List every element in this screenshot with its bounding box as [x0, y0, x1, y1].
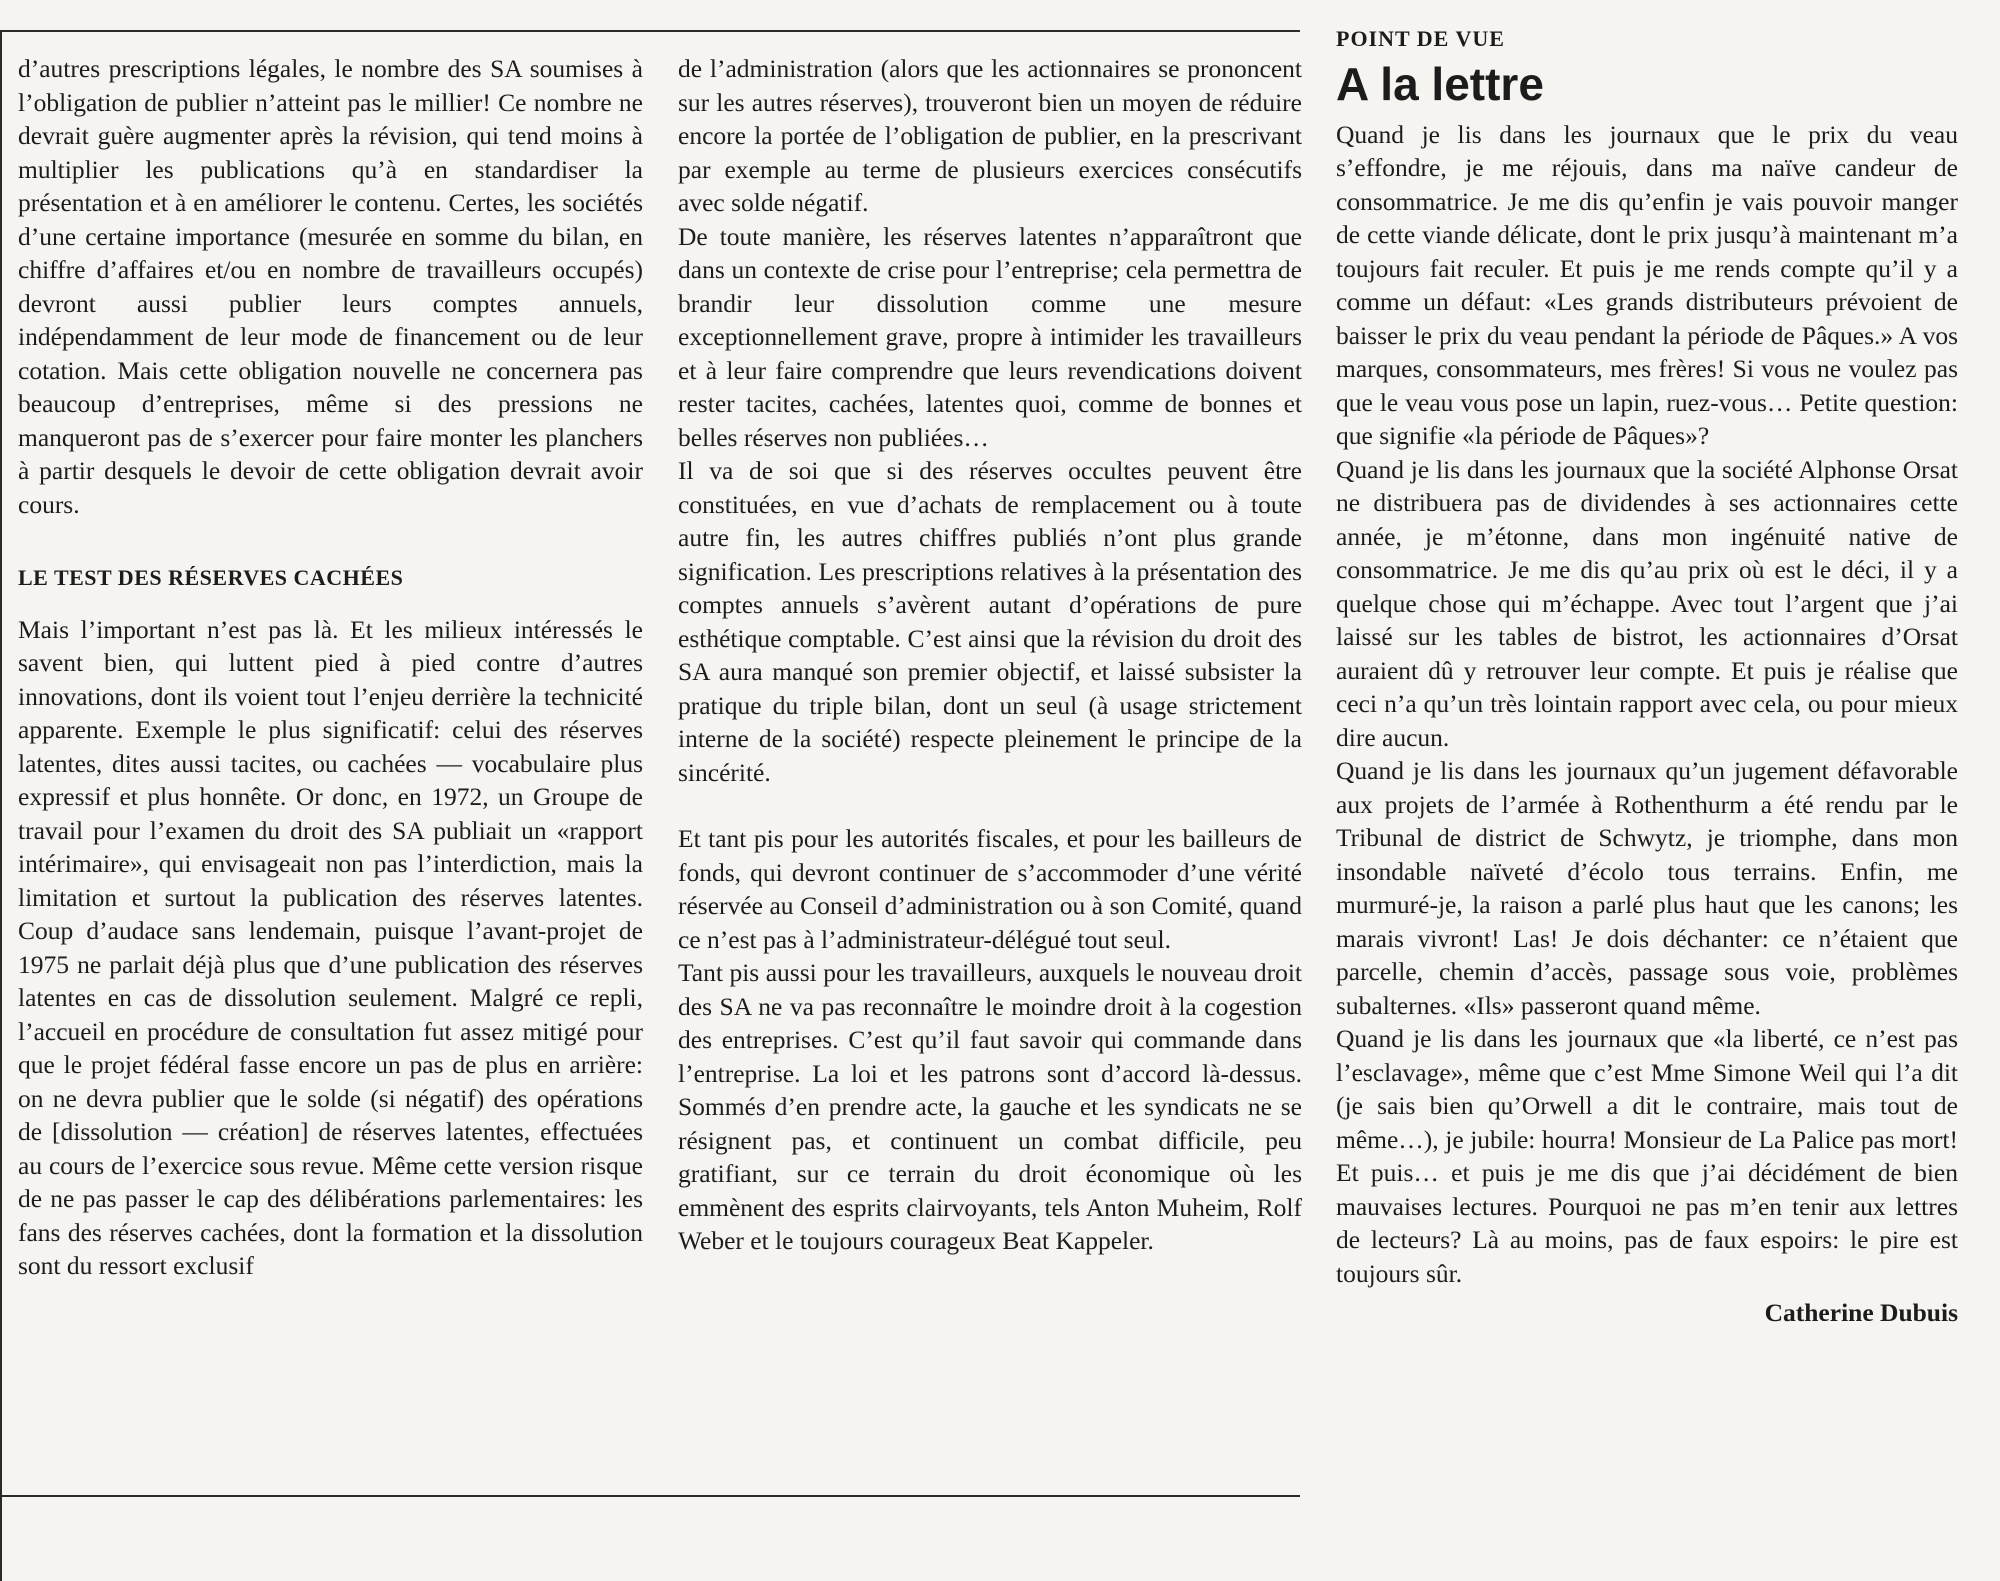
col1-paragraph: d’autres prescriptions légales, le nombre des SA soumises à l’obligation de publier n’atteint pas le millier! Ce nombre ne devrait guère augmenter après la révision, qui tend moins à multiplier les publications qu’à en standardiser la présentation et à en améliorer le contenu. Certes, les sociétés d’une certaine importance (mesurée en somme du bilan, en chiffre d’affaires et/ou en nombre de travailleurs occupés) devront aussi publier leurs comptes annuels, indépendamment de leur mode de financement ou de leur cotation. Mais cette obligation nouvelle ne concernera pas beaucoup d’entreprises, même si des pressions ne manqueront pas de s’exercer pour faire monter les planchers à partir desquels le devoir de cette obligation devrait avoir cours. — [18, 54, 643, 519]
col2-paragraph: Tant pis aussi pour les travailleurs, auxquels le nouveau droit des SA ne va pas reconnaître le moindre droit à la cogestion des entreprises. C’est qu’il faut savoir qui commande dans l’entreprise. La loi et les patrons sont d’accord là-dessus. Sommés d’en prendre acte, la gauche et les syndicats ne se résignent pas, et continuent un combat difficile, peu gratifiant, sur ce terrain du droit économique où les emmènent des esprits clairvoyants, tels Anton Muheim, Rolf Weber et le toujours courageux Beat Kappeler. — [678, 958, 1302, 1255]
top-rule — [0, 30, 1300, 32]
col1-paragraph: Mais l’important n’est pas là. Et les milieux intéressés le savent bien, qui luttent pied à pied contre d’autres innovations, dont ils voient tout l’enjeu derrière la technicité apparente. Exemple le plus significatif: celui des réserves latentes, dites aussi tacites, ou cachées — vocabulaire plus expressif et plus honnête. Or donc, en 1972, un Groupe de travail pour l’examen du droit des SA publiait un «rapport intérimaire», qui envisageait non pas l’interdiction, mais la limitation et surtout la publication des réserves latentes. Coup d’audace sans lendemain, puisque l’avant-projet de 1975 ne parlait déjà plus que d’une publication des réserves latentes en cas de dissolution seulement. Malgré ce repli, l’accueil en procédure de consultation fut assez mitigé pour que le projet fédéral fasse encore un pas de plus en arrière: on ne devra publier que le solde (si négatif) des opérations de [dissolution — création] de réserves latentes, effectuées au cours de l’exercice sous revue. Même cette version risque de ne pas passer le cap des délibérations parlementaires: les fans des réserves cachées, dont la formation et la dissolution sont du ressort exclusif — [18, 614, 643, 1280]
column-3-opinion — [1336, 22, 1958, 1330]
opinion-paragraph: Quand je lis dans les journaux qu’un jugement défavorable aux projets de l’armée à Rothenthurm a été rendu par le Tribunal de district de Schwytz, je triomphe, dans mon insondable naïveté d’écolo tous terrains. Enfin, me murmuré-je, la raison a parlé plus haut que les canons; les marais vivront! Las! Je dois déchanter: ce n’étaient que parcelle, chemin d’accès, passage sous voie, problèmes subalternes. «Ils» passeront quand même. — [1336, 756, 1958, 1020]
section-subhead: LE TEST DES RÉSERVES CACHÉES — [18, 565, 404, 590]
opinion-title: A la lettre — [1336, 57, 1544, 110]
opinion-paragraph: Quand je lis dans les journaux que le prix du veau s’effondre, je me réjouis, dans ma naïve candeur de consommatrice. Je me dis qu’enfin je vais pouvoir manger de cette viande délicate, dont le prix jusqu’à maintenant m’a toujours fait reculer. Et puis je me rends compte qu’il y a comme un défaut: «Les grands distributeurs prévoient de baisser le prix du veau pendant la période de Pâques.» A vos marques, consommateurs, mes frères! Si vous ne voulez pas que le veau vous pose un lapin, ruez-vous… Petite question: que signifie «la période de Pâques»? — [1336, 119, 1958, 450]
column-2 — [678, 52, 1302, 1258]
left-rule — [0, 30, 2, 1581]
col2-paragraph: Et tant pis pour les autorités fiscales, et pour les bailleurs de fonds, qui devront continuer de s’accommoder d’une vérité réservée au Conseil d’administration ou à son Comité, quand ce n’est pas à l’administrateur-délégué tout seul. — [678, 824, 1302, 954]
paragraph-gap — [678, 789, 1302, 822]
bottom-rule — [0, 1495, 1300, 1497]
author-signature: Catherine Dubuis — [1764, 1298, 1958, 1327]
opinion-kicker: POINT DE VUE — [1336, 26, 1505, 51]
col2-paragraph: De toute manière, les réserves latentes n’apparaîtront que dans un contexte de crise pour l’entreprise; cela permettra de brandir leur dissolution comme une mesure exceptionnellement grave, propre à intimider les travailleurs et à leur faire comprendre que leurs revendications doivent rester tacites, cachées, latentes quoi, comme de bonnes et belles réserves non publiées… — [678, 221, 1302, 452]
col2-paragraph: Il va de soi que si des réserves occultes peuvent être constituées, en vue d’achats de remplacement ou à toute autre fin, les autres chiffres publiés n’ont plus grande signification. Les prescriptions relatives à la présentation des comptes annuels s’avèrent autant d’opérations de pure esthétique comptable. C’est ainsi que la révision du droit des SA aura manqué son premier objectif, et laissé subsister la pratique du triple bilan, dont un seul (à usage strictement interne de la société) respecte pleinement le principe de la sincérité. — [678, 456, 1302, 787]
opinion-paragraph: Quand je lis dans les journaux que «la liberté, ce n’est pas l’esclavage», même que c’est Mme Simone Weil qui l’a dit (je sais bien qu’Orwell a dit le contraire, mais tout de même…), je jubile: hourra! Monsieur de La Palice pas mort! Et puis… et puis je me dis que j’ai décidément de bien mauvaises lectures. Pourquoi ne pas m’en tenir aux lettres de lecteurs? Là au moins, pas de faux espoirs: le pire est toujours sûr. — [1336, 1024, 1958, 1288]
col2-paragraph: de l’administration (alors que les actionnaires se prononcent sur les autres réserves), trouveront bien un moyen de réduire encore la portée de l’obligation de publier, en la prescrivant par exemple au terme de plusieurs exercices consécutifs avec solde négatif. — [678, 54, 1302, 217]
opinion-paragraph: Quand je lis dans les journaux que la société Alphonse Orsat ne distribuera pas de dividendes à ses actionnaires cette année, je m’étonne, dans mon ingénuité native de consommatrice. Je me dis qu’au prix où est le déci, il y a quelque chose qui m’échappe. Avec tout l’argent que j’ai laissé sur les tables de bistrot, les actionnaires d’Orsat auraient dû y retrouver leur compte. Et puis je réalise que ceci n’a qu’un très lointain rapport avec cela, ou pour mieux dire aucun. — [1336, 454, 1958, 752]
column-1 — [18, 52, 643, 1283]
